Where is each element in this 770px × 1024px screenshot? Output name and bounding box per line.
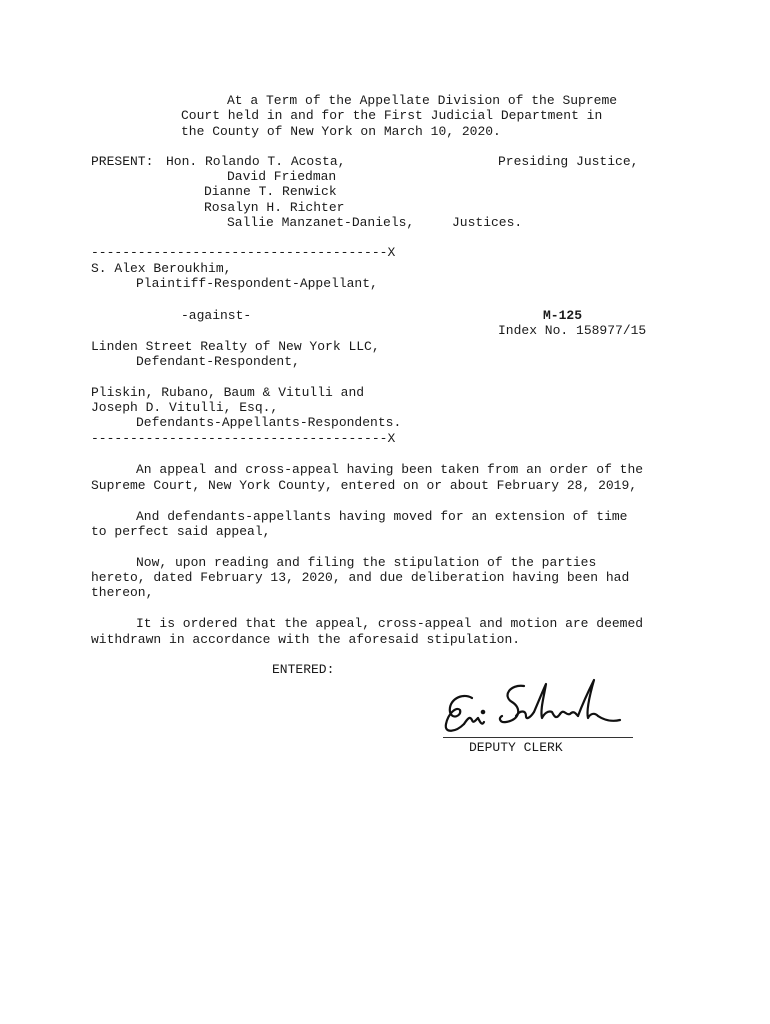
justices-role: Justices.: [452, 215, 523, 230]
paragraph-4-line-1: It is ordered that the appeal, cross-appeal and motion are deemed: [136, 616, 644, 631]
motion-number: M-125: [543, 308, 583, 323]
signature-line: [443, 737, 633, 738]
caption-line-2: Court held in and for the First Judicial Department in: [181, 108, 603, 123]
caption-line-3: the County of New York on March 10, 2020.: [181, 124, 501, 139]
caption-line-1: At a Term of the Appellate Division of the Supreme: [227, 93, 618, 108]
paragraph-1-line-2: Supreme Court, New York County, entered on or about February 28, 2019,: [91, 478, 638, 493]
justice-richter: Rosalyn H. Richter: [204, 200, 345, 215]
present-label: PRESENT:: [91, 154, 154, 169]
separator-top: --------------------------------------X: [91, 245, 396, 260]
defendant2-name-line-1: Pliskin, Rubano, Baum & Vitulli and: [91, 385, 365, 400]
entered-label: ENTERED:: [272, 662, 335, 677]
paragraph-3-line-2: hereto, dated February 13, 2020, and due deliberation having been had: [91, 570, 630, 585]
separator-bottom: --------------------------------------X: [91, 431, 396, 446]
justice-friedman: David Friedman: [227, 169, 337, 184]
justice-renwick: Dianne T. Renwick: [204, 184, 337, 199]
plaintiff-name: S. Alex Beroukhim,: [91, 261, 232, 276]
defendant1-role: Defendant-Respondent,: [136, 354, 300, 369]
presiding-justice-role: Presiding Justice,: [498, 154, 639, 169]
defendant2-name-line-2: Joseph D. Vitulli, Esq.,: [91, 400, 279, 415]
justice-manzanet-daniels: Sallie Manzanet-Daniels,: [227, 215, 415, 230]
paragraph-3-line-1: Now, upon reading and filing the stipulation of the parties: [136, 555, 597, 570]
plaintiff-role: Plaintiff-Respondent-Appellant,: [136, 276, 378, 291]
defendant2-role: Defendants-Appellants-Respondents.: [136, 415, 402, 430]
against-label: -against-: [181, 308, 252, 323]
deputy-clerk-title: DEPUTY CLERK: [469, 740, 563, 755]
paragraph-3-line-3: thereon,: [91, 585, 154, 600]
index-number: Index No. 158977/15: [498, 323, 647, 338]
defendant1-name: Linden Street Realty of New York LLC,: [91, 339, 380, 354]
handwritten-signature: [440, 674, 630, 744]
paragraph-4-line-2: withdrawn in accordance with the aforesaid stipulation.: [91, 632, 521, 647]
paragraph-2-line-2: to perfect said appeal,: [91, 524, 271, 539]
paragraph-2-line-1: And defendants-appellants having moved for an extension of time: [136, 509, 628, 524]
paragraph-1-line-1: An appeal and cross-appeal having been taken from an order of the: [136, 462, 644, 477]
justice-acosta: Hon. Rolando T. Acosta,: [166, 154, 346, 169]
